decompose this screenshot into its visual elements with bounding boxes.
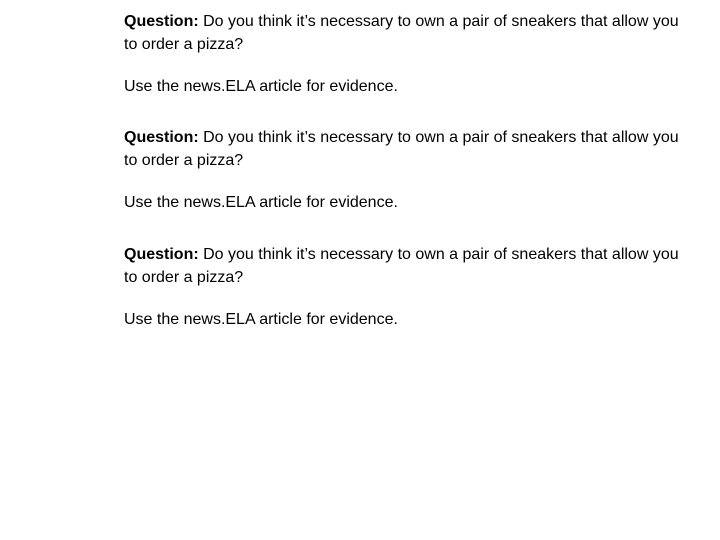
question-label: Question: <box>124 129 199 146</box>
question-paragraph <box>124 243 684 289</box>
question-label: Question: <box>124 246 199 263</box>
instruction-text: Use the news.ELA article for evidence. <box>124 194 398 211</box>
question-label: Question: <box>124 13 199 30</box>
question-paragraph <box>124 10 684 56</box>
question-block <box>124 243 684 331</box>
question-paragraph <box>124 126 684 172</box>
instruction-text: Use the news.ELA article for evidence. <box>124 78 398 95</box>
question-text: Do you think it’s necessary to own a pair of sneakers that allow you to order a pizza? <box>124 246 679 286</box>
question-block <box>124 126 684 214</box>
instruction-text: Use the news.ELA article for evidence. <box>124 311 398 328</box>
question-text: Do you think it’s necessary to own a pair of sneakers that allow you to order a pizza? <box>124 129 679 169</box>
question-text: Do you think it’s necessary to own a pair of sneakers that allow you to order a pizza? <box>124 13 679 53</box>
question-block <box>124 10 684 98</box>
